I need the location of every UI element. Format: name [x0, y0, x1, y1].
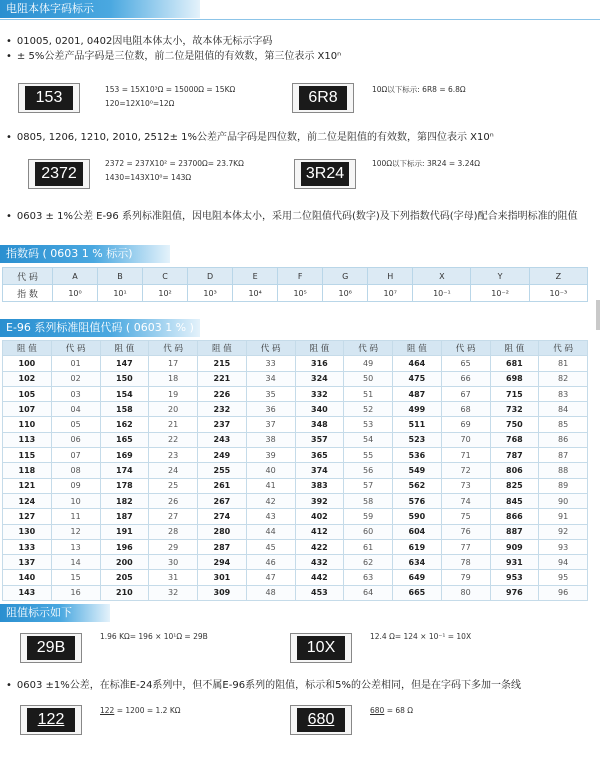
resistance-code: 47	[246, 570, 295, 585]
resistance-value: 309	[198, 585, 247, 600]
resistance-value: 147	[100, 356, 149, 371]
resistance-code: 62	[344, 555, 393, 570]
col-header-code: 代 码	[149, 341, 198, 356]
resistance-code: 71	[441, 448, 490, 463]
multiplier-code-cell: D	[188, 268, 233, 285]
note-rest: = 68 Ω	[384, 706, 414, 715]
multiplier-code-cell: E	[233, 268, 278, 285]
resistance-value: 261	[198, 478, 247, 493]
resistance-value: 976	[490, 585, 539, 600]
multiplier-code-cell: G	[323, 268, 368, 285]
resistance-value: 931	[490, 555, 539, 570]
note-680	[370, 705, 413, 716]
resistance-value: 845	[490, 493, 539, 508]
resistance-value: 383	[295, 478, 344, 493]
resistance-value: 453	[295, 585, 344, 600]
divider	[0, 19, 600, 20]
table-row	[3, 493, 588, 508]
resistance-code: 02	[51, 371, 100, 386]
col-header-code: 代 码	[441, 341, 490, 356]
resistance-code: 76	[441, 524, 490, 539]
resistance-value: 825	[490, 478, 539, 493]
resistance-value: 590	[393, 509, 442, 524]
resistance-code: 09	[51, 478, 100, 493]
resistance-value: 649	[393, 570, 442, 585]
chip-code: 10X	[297, 636, 345, 660]
multiplier-code-cell: Z	[529, 268, 587, 285]
resistance-code: 50	[344, 371, 393, 386]
col-header-value: 阻 值	[198, 341, 247, 356]
resistance-code: 35	[246, 386, 295, 401]
resistance-value: 267	[198, 493, 247, 508]
resistance-value: 133	[3, 539, 52, 554]
resistance-code: 22	[149, 432, 198, 447]
chip-example-2372	[28, 159, 90, 189]
underlined-code: 122	[100, 706, 115, 715]
resistance-code: 57	[344, 478, 393, 493]
resistance-code: 03	[51, 386, 100, 401]
chip-code: 153	[25, 86, 73, 110]
resistance-value: 806	[490, 463, 539, 478]
resistance-code: 60	[344, 524, 393, 539]
resistance-value: 182	[100, 493, 149, 508]
table-row	[3, 432, 588, 447]
resistance-code: 87	[539, 448, 588, 463]
resistance-value: 100	[3, 356, 52, 371]
resistance-code: 17	[149, 356, 198, 371]
resistance-value: 432	[295, 555, 344, 570]
resistance-code: 77	[441, 539, 490, 554]
resistance-code: 12	[51, 524, 100, 539]
multiplier-power-row	[3, 285, 588, 302]
multiplier-code-cell: H	[368, 268, 413, 285]
resistance-value: 174	[100, 463, 149, 478]
note-153-line2: 120=12X10⁰=12Ω	[105, 99, 175, 108]
chip-example-6r8	[292, 83, 354, 113]
multiplier-power-cell: 10⁴	[233, 285, 278, 302]
resistance-value: 102	[3, 371, 52, 386]
resistance-code: 38	[246, 432, 295, 447]
resistance-code: 80	[441, 585, 490, 600]
bullet-5pct: • ± 5%公差产品字码是三位数，前二位是阻值的有效数，第三位表示 X10ⁿ	[6, 47, 341, 62]
resistance-code: 15	[51, 570, 100, 585]
resistance-value: 124	[3, 493, 52, 508]
resistance-code: 46	[246, 555, 295, 570]
resistance-value: 200	[100, 555, 149, 570]
resistance-code: 79	[441, 570, 490, 585]
resistance-code: 61	[344, 539, 393, 554]
resistance-code: 08	[51, 463, 100, 478]
resistance-code: 37	[246, 417, 295, 432]
note-2372-line2: 1430=143X10⁰= 143Ω	[105, 173, 192, 182]
resistance-code: 56	[344, 463, 393, 478]
table-row	[3, 509, 588, 524]
resistance-value: 205	[100, 570, 149, 585]
resistance-value: 232	[198, 402, 247, 417]
e96-table	[2, 340, 588, 601]
resistance-value: 576	[393, 493, 442, 508]
col-header-code: 代 码	[51, 341, 100, 356]
table-row	[3, 478, 588, 493]
resistance-value: 154	[100, 386, 149, 401]
section-title-multiplier: 指数码 ( 0603 1 % 标示)	[0, 245, 170, 263]
resistance-code: 83	[539, 386, 588, 401]
resistance-value: 316	[295, 356, 344, 371]
resistance-value: 243	[198, 432, 247, 447]
chip-code: 6R8	[299, 86, 347, 110]
resistance-value: 866	[490, 509, 539, 524]
resistance-code: 75	[441, 509, 490, 524]
resistance-value: 130	[3, 524, 52, 539]
col-header-value: 阻 值	[393, 341, 442, 356]
resistance-code: 95	[539, 570, 588, 585]
resistance-value: 178	[100, 478, 149, 493]
section-title-examples: 阻值标示如下	[0, 604, 110, 622]
multiplier-power-cell: 10⁰	[53, 285, 98, 302]
resistance-code: 78	[441, 555, 490, 570]
resistance-value: 665	[393, 585, 442, 600]
resistance-value: 374	[295, 463, 344, 478]
section-title-e96: E-96 系列标准阻值代码 ( 0603 1 % )	[0, 319, 200, 337]
resistance-value: 442	[295, 570, 344, 585]
resistance-value: 365	[295, 448, 344, 463]
resistance-code: 63	[344, 570, 393, 585]
resistance-value: 523	[393, 432, 442, 447]
resistance-value: 158	[100, 402, 149, 417]
resistance-code: 67	[441, 386, 490, 401]
resistance-code: 16	[51, 585, 100, 600]
bullet-0603: • 0603 ± 1%公差 E-96 系列标准阻值，因电阻本体太小，采用二位阻值代码(数字)及下列指数代码(字母)配合来指明标准的阻值	[6, 207, 578, 222]
resistance-value: 121	[3, 478, 52, 493]
resistance-code: 23	[149, 448, 198, 463]
bullet-small-size: • 01005, 0201, 0402因电阻本体太小，故本体无标示字码	[6, 32, 272, 47]
note-2372-line1: 2372 = 237X10² = 23700Ω= 23.7KΩ	[105, 159, 244, 168]
resistance-code: 25	[149, 478, 198, 493]
note-29b: 1.96 KΩ= 196 × 10¹Ω = 29B	[100, 632, 208, 641]
resistance-value: 464	[393, 356, 442, 371]
resistance-code: 34	[246, 371, 295, 386]
resistance-value: 301	[198, 570, 247, 585]
resistance-code: 30	[149, 555, 198, 570]
resistance-code: 64	[344, 585, 393, 600]
resistance-value: 412	[295, 524, 344, 539]
resistance-value: 324	[295, 371, 344, 386]
multiplier-power-cell: 10³	[188, 285, 233, 302]
multiplier-code-cell: B	[98, 268, 143, 285]
resistance-value: 191	[100, 524, 149, 539]
resistance-value: 487	[393, 386, 442, 401]
resistance-value: 210	[100, 585, 149, 600]
resistance-code: 48	[246, 585, 295, 600]
resistance-code: 45	[246, 539, 295, 554]
resistance-value: 562	[393, 478, 442, 493]
resistance-value: 787	[490, 448, 539, 463]
resistance-code: 28	[149, 524, 198, 539]
table-row	[3, 402, 588, 417]
resistance-code: 11	[51, 509, 100, 524]
resistance-code: 51	[344, 386, 393, 401]
e96-header-row	[3, 341, 588, 356]
resistance-code: 26	[149, 493, 198, 508]
resistance-code: 88	[539, 463, 588, 478]
resistance-value: 511	[393, 417, 442, 432]
resistance-value: 732	[490, 402, 539, 417]
table-row	[3, 386, 588, 401]
resistance-value: 215	[198, 356, 247, 371]
note-122	[100, 705, 180, 716]
resistance-code: 66	[441, 371, 490, 386]
resistance-value: 909	[490, 539, 539, 554]
table-row	[3, 555, 588, 570]
resistance-value: 536	[393, 448, 442, 463]
resistance-code: 05	[51, 417, 100, 432]
multiplier-power-cell: 10⁷	[368, 285, 413, 302]
resistance-code: 85	[539, 417, 588, 432]
table-row	[3, 448, 588, 463]
resistance-value: 475	[393, 371, 442, 386]
note-rest: = 1200 = 1.2 KΩ	[114, 706, 181, 715]
resistance-value: 294	[198, 555, 247, 570]
resistance-code: 31	[149, 570, 198, 585]
col-header-value: 阻 值	[100, 341, 149, 356]
chip-code: 680	[297, 708, 345, 732]
resistance-value: 768	[490, 432, 539, 447]
resistance-value: 274	[198, 509, 247, 524]
section-title-marking: 电阻本体字码标示	[0, 0, 200, 18]
row-label: 指 数	[3, 285, 53, 302]
resistance-value: 887	[490, 524, 539, 539]
resistance-value: 750	[490, 417, 539, 432]
resistance-code: 74	[441, 493, 490, 508]
resistance-value: 140	[3, 570, 52, 585]
resistance-code: 65	[441, 356, 490, 371]
resistance-code: 55	[344, 448, 393, 463]
resistance-code: 29	[149, 539, 198, 554]
resistance-code: 89	[539, 478, 588, 493]
resistance-code: 92	[539, 524, 588, 539]
resistance-code: 24	[149, 463, 198, 478]
resistance-code: 18	[149, 371, 198, 386]
resistance-code: 19	[149, 386, 198, 401]
multiplier-power-cell: 10⁻²	[471, 285, 529, 302]
resistance-code: 49	[344, 356, 393, 371]
resistance-value: 422	[295, 539, 344, 554]
chip-code: 3R24	[301, 162, 349, 186]
resistance-code: 58	[344, 493, 393, 508]
resistance-value: 392	[295, 493, 344, 508]
multiplier-code-cell: A	[53, 268, 98, 285]
chip-code: 122	[27, 708, 75, 732]
resistance-value: 332	[295, 386, 344, 401]
multiplier-code-cell: F	[278, 268, 323, 285]
table-row	[3, 585, 588, 600]
chip-example-153	[18, 83, 80, 113]
chip-code: 2372	[35, 162, 83, 186]
resistance-code: 94	[539, 555, 588, 570]
resistance-code: 40	[246, 463, 295, 478]
bullet-e24: • 0603 ±1%公差，在标准E-24系列中，但不属E-96系列的阻值，标示和5%的公差相同，但是在字码下多加一条线	[6, 676, 521, 691]
note-153-line1: 153 = 15X10³Ω = 15000Ω = 15KΩ	[105, 85, 236, 94]
chip-example-10x	[290, 633, 352, 663]
resistance-code: 33	[246, 356, 295, 371]
chip-example-122	[20, 705, 82, 735]
resistance-value: 634	[393, 555, 442, 570]
underlined-code: 680	[370, 706, 385, 715]
resistance-value: 115	[3, 448, 52, 463]
bullet-1pct: • 0805, 1206, 1210, 2010, 2512± 1%公差产品字码是四位数，前二位是阻值的有效数，第四位表示 X10ⁿ	[6, 128, 494, 143]
table-row	[3, 524, 588, 539]
resistance-value: 237	[198, 417, 247, 432]
resistance-value: 402	[295, 509, 344, 524]
table-row	[3, 570, 588, 585]
col-header-value: 阻 值	[490, 341, 539, 356]
resistance-value: 143	[3, 585, 52, 600]
resistance-code: 36	[246, 402, 295, 417]
resistance-value: 255	[198, 463, 247, 478]
note-6r8: 10Ω以下标示: 6R8 = 6.8Ω	[372, 85, 466, 94]
resistance-value: 715	[490, 386, 539, 401]
multiplier-code-row	[3, 268, 588, 285]
resistance-code: 43	[246, 509, 295, 524]
resistance-code: 20	[149, 402, 198, 417]
table-row	[3, 417, 588, 432]
resistance-code: 84	[539, 402, 588, 417]
resistance-code: 53	[344, 417, 393, 432]
resistance-code: 93	[539, 539, 588, 554]
resistance-value: 137	[3, 555, 52, 570]
resistance-value: 287	[198, 539, 247, 554]
resistance-value: 107	[3, 402, 52, 417]
col-header-code: 代 码	[539, 341, 588, 356]
resistance-value: 549	[393, 463, 442, 478]
chip-example-29b	[20, 633, 82, 663]
resistance-code: 07	[51, 448, 100, 463]
resistance-code: 81	[539, 356, 588, 371]
col-header-code: 代 码	[344, 341, 393, 356]
resistance-value: 196	[100, 539, 149, 554]
multiplier-power-cell: 10¹	[98, 285, 143, 302]
multiplier-power-cell: 10²	[143, 285, 188, 302]
resistance-code: 59	[344, 509, 393, 524]
table-row	[3, 539, 588, 554]
resistance-code: 06	[51, 432, 100, 447]
resistance-value: 953	[490, 570, 539, 585]
resistance-code: 72	[441, 463, 490, 478]
resistance-code: 90	[539, 493, 588, 508]
resistance-code: 54	[344, 432, 393, 447]
resistance-value: 226	[198, 386, 247, 401]
table-row	[3, 356, 588, 371]
col-header-code: 代 码	[246, 341, 295, 356]
chip-example-3r24	[294, 159, 356, 189]
resistance-value: 113	[3, 432, 52, 447]
resistance-code: 86	[539, 432, 588, 447]
resistance-value: 110	[3, 417, 52, 432]
resistance-code: 82	[539, 371, 588, 386]
resistance-code: 04	[51, 402, 100, 417]
resistance-code: 91	[539, 509, 588, 524]
resistance-code: 13	[51, 539, 100, 554]
resistance-value: 340	[295, 402, 344, 417]
resistance-value: 187	[100, 509, 149, 524]
multiplier-power-cell: 10⁻¹	[413, 285, 471, 302]
resistance-value: 165	[100, 432, 149, 447]
resistance-code: 52	[344, 402, 393, 417]
resistance-value: 499	[393, 402, 442, 417]
resistance-code: 32	[149, 585, 198, 600]
resistance-value: 280	[198, 524, 247, 539]
page-edge-tab	[596, 300, 600, 330]
resistance-value: 681	[490, 356, 539, 371]
col-header-value: 阻 值	[295, 341, 344, 356]
resistance-value: 105	[3, 386, 52, 401]
resistance-code: 39	[246, 448, 295, 463]
resistance-value: 118	[3, 463, 52, 478]
note-10x: 12.4 Ω= 124 × 10⁻¹ = 10X	[370, 632, 472, 641]
resistance-value: 150	[100, 371, 149, 386]
multiplier-code-cell: X	[413, 268, 471, 285]
multiplier-code-cell: Y	[471, 268, 529, 285]
resistance-code: 01	[51, 356, 100, 371]
resistance-value: 169	[100, 448, 149, 463]
note-3r24: 100Ω以下标示: 3R24 = 3.24Ω	[372, 159, 480, 168]
resistance-value: 348	[295, 417, 344, 432]
resistance-value: 249	[198, 448, 247, 463]
chip-code: 29B	[27, 636, 75, 660]
resistance-value: 604	[393, 524, 442, 539]
resistance-code: 41	[246, 478, 295, 493]
multiplier-power-cell: 10⁵	[278, 285, 323, 302]
resistance-code: 10	[51, 493, 100, 508]
resistance-code: 21	[149, 417, 198, 432]
multiplier-power-cell: 10⁶	[323, 285, 368, 302]
resistance-value: 162	[100, 417, 149, 432]
resistance-code: 69	[441, 417, 490, 432]
resistance-code: 70	[441, 432, 490, 447]
resistance-code: 96	[539, 585, 588, 600]
resistance-code: 42	[246, 493, 295, 508]
resistance-code: 68	[441, 402, 490, 417]
resistance-code: 27	[149, 509, 198, 524]
resistance-value: 221	[198, 371, 247, 386]
resistance-code: 14	[51, 555, 100, 570]
resistance-value: 619	[393, 539, 442, 554]
multiplier-code-cell: C	[143, 268, 188, 285]
row-label: 代 码	[3, 268, 53, 285]
resistance-value: 357	[295, 432, 344, 447]
col-header-value: 阻 值	[3, 341, 52, 356]
resistance-code: 73	[441, 478, 490, 493]
multiplier-table	[2, 267, 588, 302]
resistance-code: 44	[246, 524, 295, 539]
multiplier-power-cell: 10⁻³	[529, 285, 587, 302]
table-row	[3, 371, 588, 386]
resistance-value: 127	[3, 509, 52, 524]
chip-example-680	[290, 705, 352, 735]
table-row	[3, 463, 588, 478]
resistance-value: 698	[490, 371, 539, 386]
